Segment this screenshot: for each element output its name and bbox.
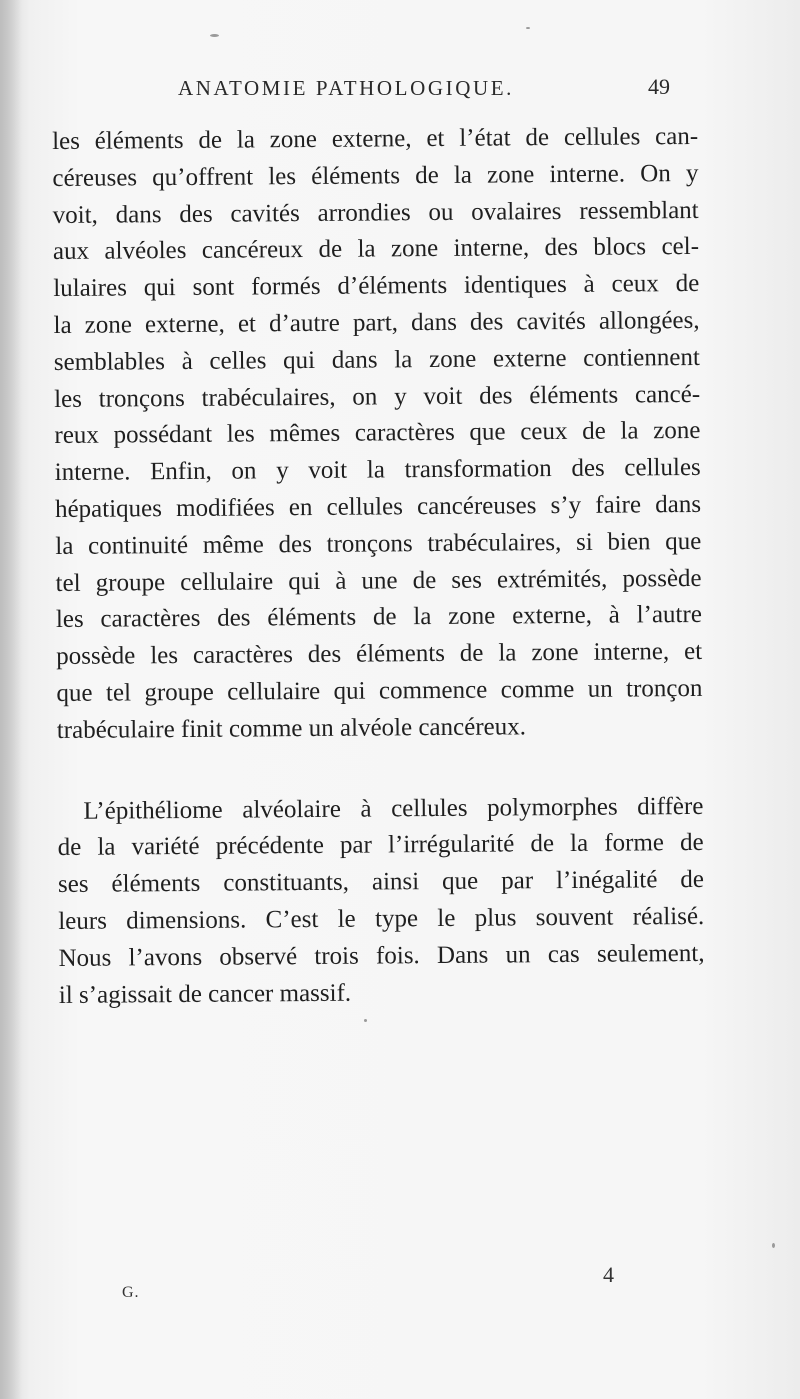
text-line: aux alvéoles cancéreux de la zone interne, des blocs cel- <box>52 233 700 266</box>
paragraph <box>57 788 705 1014</box>
paper-speck <box>526 27 530 29</box>
text-line: lulaires qui sont formés d’éléments identiques à ceux de <box>53 270 700 303</box>
text-line: reux possédant les mêmes caractères que ceux de la zone <box>54 417 701 450</box>
text-line: L’épithéliome alvéolaire à cellules polymorphes diffère <box>83 792 704 825</box>
text-line: les tronçons trabéculaires, on y voit des éléments cancé- <box>54 380 701 413</box>
text-line: les caractères des éléments de la zone externe, à l’autre <box>55 601 702 634</box>
page-edge-shadow <box>0 0 22 1399</box>
page-number: 49 <box>648 74 670 99</box>
text-line: que tel groupe cellulaire qui commence comme un tronçon <box>56 674 703 707</box>
text-line: il s’agissait de cancer massif. <box>58 979 352 1009</box>
text-line: trabéculaire finit comme un alvéole cancéreux. <box>56 713 527 744</box>
text-line: interne. Enfin, on y voit la transformation des cellules <box>54 454 701 487</box>
sheet-number: 4 <box>603 1262 614 1287</box>
text-line: la continuité même des tronçons trabéculaires, si bien que <box>55 527 702 560</box>
text-line: de la variété précédente par l’irrégularité de la forme de <box>57 829 704 862</box>
text-line: ses éléments constituants, ainsi que par l’inégalité de <box>57 866 705 899</box>
text-line: leurs dimensions. C’est le type le plus souvent réalisé. <box>58 902 705 935</box>
signature-mark: G. <box>122 1284 140 1301</box>
paragraph <box>52 119 703 750</box>
text-line: tel groupe cellulaire qui à une de ses extrémités, possède <box>55 564 702 597</box>
text-line: voit, dans des cavités arrondies ou ovalaires ressemblant <box>52 196 699 229</box>
text-line: possède les caractères des éléments de la zone interne, et <box>56 638 703 671</box>
paper-speck <box>364 1019 367 1022</box>
text-line: hépatiques modifiées en cellules cancéreuses s’y faire dans <box>54 490 702 523</box>
paper-speck <box>772 1243 775 1248</box>
text-line: la zone externe, et d’autre part, dans des cavités allongées, <box>53 306 700 339</box>
text-line: Nous l’avons observé trois fois. Dans un cas seulement, <box>58 939 705 972</box>
text-line: les éléments de la zone externe, et l’état de cellules can- <box>52 122 699 155</box>
text-line: céreuses qu’offrent les éléments de la zone interne. On y <box>52 159 699 192</box>
body-text <box>52 119 705 1014</box>
running-title: ANATOMIE PATHOLOGIQUE. <box>178 76 515 100</box>
paper-speck <box>210 34 219 37</box>
text-line: semblables à celles qui dans la zone externe contiennent <box>53 343 700 376</box>
